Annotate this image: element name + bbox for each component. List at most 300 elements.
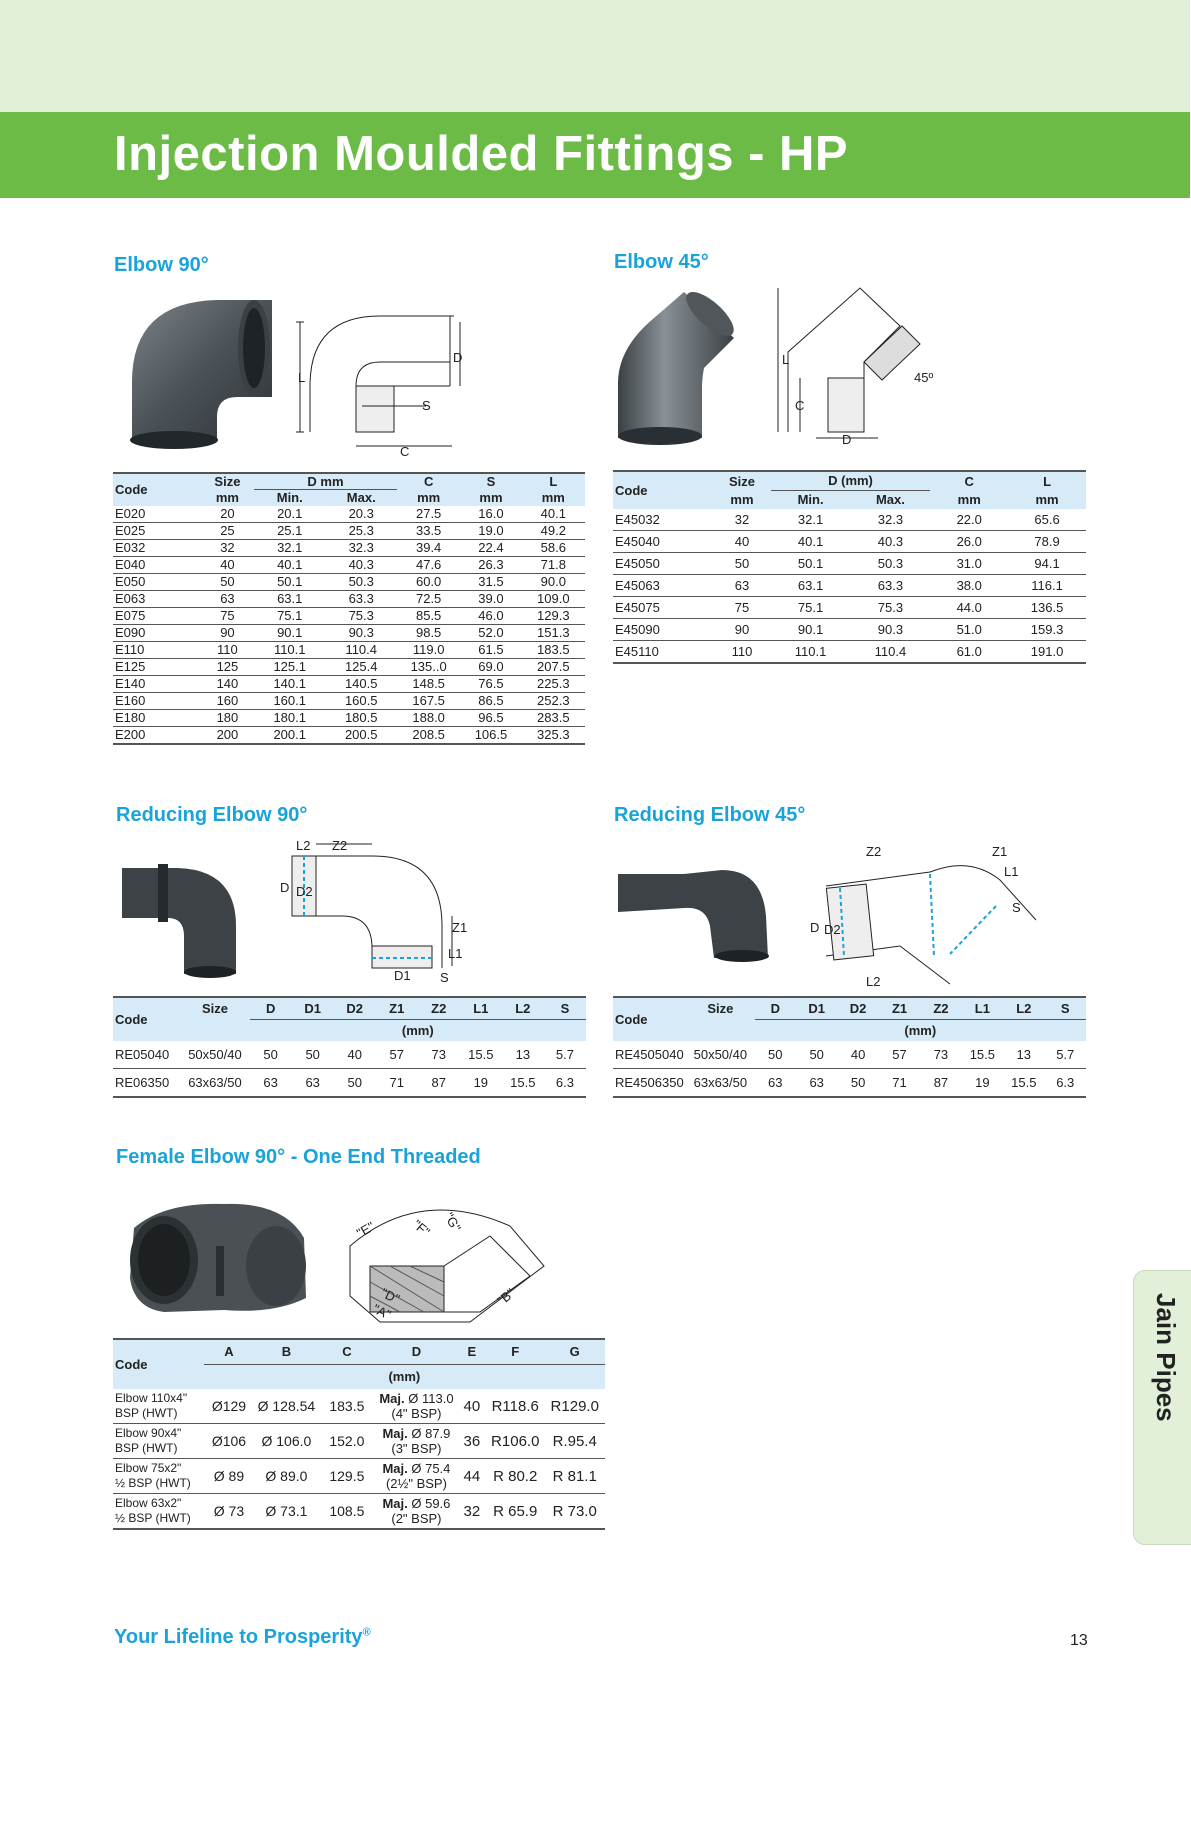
code-cell: E45090 <box>613 619 713 641</box>
c-cell: 183.5 <box>319 1389 375 1424</box>
col-a: A <box>204 1339 254 1364</box>
b-cell: Ø 73.1 <box>254 1494 319 1530</box>
elbow45-dim-l: L <box>782 352 790 367</box>
table-row <box>113 709 585 726</box>
col-l-unit: mm <box>522 490 585 506</box>
size-cell: 40 <box>201 556 254 573</box>
s-cell: 16.0 <box>460 506 521 523</box>
code-cell: E45032 <box>613 509 713 531</box>
code-cell: E45075 <box>613 597 713 619</box>
table-row <box>113 624 585 641</box>
size-cell: 110 <box>713 641 770 664</box>
l-cell: 109.0 <box>522 590 585 607</box>
c-cell: 208.5 <box>397 726 460 744</box>
elbow90-title: Elbow 90° <box>114 254 209 276</box>
female-dim-f: "F" <box>410 1216 433 1240</box>
red90-dim-s: S <box>440 970 449 985</box>
title-bar <box>0 112 1190 198</box>
col-size-unit: mm <box>713 490 770 509</box>
d2-cell: 40 <box>334 1041 376 1069</box>
table-row <box>613 575 1086 597</box>
red90-dim-l2: L2 <box>296 838 311 853</box>
l1-cell: 19 <box>962 1069 1003 1098</box>
table-row <box>113 1424 605 1459</box>
l-cell: 225.3 <box>522 675 585 692</box>
l-cell: 90.0 <box>522 573 585 590</box>
elbow45-dim-d: D <box>842 432 852 447</box>
red90-dim-l1: L1 <box>448 946 463 961</box>
b-cell: Ø 89.0 <box>254 1459 319 1494</box>
d-min-cell: 20.1 <box>254 506 326 523</box>
d-min-cell: 40.1 <box>771 531 851 553</box>
col-c-unit: mm <box>397 490 460 506</box>
code-cell: E45050 <box>613 553 713 575</box>
c-cell: 27.5 <box>397 506 460 523</box>
col-l1: L1 <box>460 997 502 1019</box>
l-cell: 325.3 <box>522 726 585 744</box>
d-min-cell: 140.1 <box>254 675 326 692</box>
elbow45-table <box>613 470 1086 664</box>
s-cell: 52.0 <box>460 624 521 641</box>
l-cell: 207.5 <box>522 658 585 675</box>
c-cell: 60.0 <box>397 573 460 590</box>
registered-mark: ® <box>362 1626 371 1639</box>
red-elbow90-diagram <box>280 836 468 986</box>
c-cell: 129.5 <box>319 1459 375 1494</box>
col-l-unit: mm <box>1008 490 1086 509</box>
size-cell: 180 <box>201 709 254 726</box>
l-cell: 136.5 <box>1008 597 1086 619</box>
code-line-1: Elbow 90x4" <box>115 1426 182 1440</box>
table-row <box>613 597 1086 619</box>
col-d-group: D mm <box>254 473 397 490</box>
code-line-1: Elbow 110x4" <box>115 1391 188 1405</box>
c-cell: 108.5 <box>319 1494 375 1530</box>
col-d: D <box>375 1339 458 1364</box>
col-max: Max. <box>325 490 397 506</box>
code-cell: RE06350 <box>113 1069 180 1098</box>
d1-cell: 63 <box>796 1069 837 1098</box>
code-cell: E075 <box>113 607 201 624</box>
code-cell: E160 <box>113 692 201 709</box>
z2-cell: 73 <box>920 1041 961 1069</box>
d-cell <box>375 1424 458 1459</box>
table-row <box>613 619 1086 641</box>
b-cell: Ø 128.54 <box>254 1389 319 1424</box>
d-major-value: Ø 113.0 <box>404 1391 454 1406</box>
table-row <box>113 506 585 523</box>
female-dim-a: "A" <box>370 1301 394 1323</box>
l2-cell: 13 <box>1003 1041 1044 1069</box>
d-max-cell: 40.3 <box>325 556 397 573</box>
code-cell: RE4506350 <box>613 1069 686 1098</box>
elbow90-dim-d: D <box>453 350 463 365</box>
d-max-cell: 40.3 <box>851 531 931 553</box>
s-cell: 19.0 <box>460 522 521 539</box>
size-cell: 140 <box>201 675 254 692</box>
col-size: Size <box>713 471 770 490</box>
col-size-blank <box>686 1019 754 1041</box>
red90-dim-z1: Z1 <box>452 920 468 935</box>
s-cell: 39.0 <box>460 590 521 607</box>
page-title: Injection Moulded Fittings - HP <box>114 127 849 181</box>
d-major <box>375 1391 458 1406</box>
red-elbow90-table <box>113 996 586 1098</box>
code-cell <box>113 1459 204 1494</box>
col-d2: D2 <box>837 997 878 1019</box>
female-dim-b: "B" <box>494 1285 518 1309</box>
c-cell: 44.0 <box>930 597 1008 619</box>
red45-dim-s: S <box>1012 900 1021 915</box>
elbow90-table <box>113 472 585 745</box>
d-major <box>375 1426 458 1441</box>
table-row <box>113 641 585 658</box>
red45-dim-z2: Z2 <box>866 844 882 859</box>
col-c: C <box>397 473 460 490</box>
code-cell: E032 <box>113 539 201 556</box>
red45-dim-d: D <box>810 920 820 935</box>
z1-cell: 71 <box>879 1069 920 1098</box>
s-cell: 5.7 <box>1045 1041 1087 1069</box>
z2-cell: 87 <box>418 1069 460 1098</box>
s-cell: 5.7 <box>544 1041 586 1069</box>
d1-cell: 63 <box>292 1069 334 1098</box>
d-max-cell: 125.4 <box>325 658 397 675</box>
g-cell: R129.0 <box>544 1389 605 1424</box>
d-bsp: (2" BSP) <box>391 1511 442 1526</box>
size-cell: 20 <box>201 506 254 523</box>
size-cell: 25 <box>201 522 254 539</box>
l1-cell: 15.5 <box>962 1041 1003 1069</box>
size-cell: 63 <box>713 575 770 597</box>
size-cell: 75 <box>713 597 770 619</box>
col-b: B <box>254 1339 319 1364</box>
c-cell: 26.0 <box>930 531 1008 553</box>
s-cell: 76.5 <box>460 675 521 692</box>
col-g: G <box>544 1339 605 1364</box>
d-min-cell: 75.1 <box>771 597 851 619</box>
d-bsp: (2½" BSP) <box>385 1476 447 1491</box>
l-cell: 183.5 <box>522 641 585 658</box>
d1-cell: 50 <box>796 1041 837 1069</box>
elbow90-diagram <box>296 306 464 458</box>
code-cell: E200 <box>113 726 201 744</box>
size-cell: 50 <box>713 553 770 575</box>
size-cell: 90 <box>201 624 254 641</box>
d-max-cell: 160.5 <box>325 692 397 709</box>
col-z2: Z2 <box>920 997 961 1019</box>
code-cell: E050 <box>113 573 201 590</box>
s-cell: 61.5 <box>460 641 521 658</box>
d-min-cell: 40.1 <box>254 556 326 573</box>
col-size-blank <box>180 1019 249 1041</box>
a-cell: Ø 89 <box>204 1459 254 1494</box>
elbow45-diagram <box>770 282 934 448</box>
s-cell: 6.3 <box>1045 1069 1087 1098</box>
d-min-cell: 25.1 <box>254 522 326 539</box>
col-s: S <box>460 473 521 490</box>
table-row <box>613 531 1086 553</box>
table-row <box>113 1459 605 1494</box>
l1-cell: 19 <box>460 1069 502 1098</box>
table-row <box>613 641 1086 664</box>
d-major-label: Maj. <box>382 1496 408 1511</box>
d-cell <box>375 1389 458 1424</box>
l2-cell: 13 <box>502 1041 544 1069</box>
d-min-cell: 50.1 <box>771 553 851 575</box>
top-band <box>0 0 1190 112</box>
red45-dim-d2: D2 <box>824 922 841 937</box>
code-cell: E45110 <box>613 641 713 664</box>
tagline-text: Your Lifeline to Prosperity <box>114 1626 363 1648</box>
code-cell: E040 <box>113 556 201 573</box>
d2-cell: 50 <box>837 1069 878 1098</box>
l-cell: 283.5 <box>522 709 585 726</box>
s-cell: 26.3 <box>460 556 521 573</box>
elbow45-title: Elbow 45° <box>614 251 709 273</box>
s-cell: 46.0 <box>460 607 521 624</box>
col-d-group: D (mm) <box>771 471 931 490</box>
size-cell: 75 <box>201 607 254 624</box>
red45-dim-z1: Z1 <box>992 844 1008 859</box>
col-unit: (mm) <box>755 1019 1086 1041</box>
c-cell: 72.5 <box>397 590 460 607</box>
col-l2: L2 <box>502 997 544 1019</box>
d-max-cell: 25.3 <box>325 522 397 539</box>
size-cell: 32 <box>201 539 254 556</box>
col-s: S <box>544 997 586 1019</box>
d-min-cell: 110.1 <box>771 641 851 664</box>
s-cell: 69.0 <box>460 658 521 675</box>
c-cell: 148.5 <box>397 675 460 692</box>
table-row <box>113 1494 605 1530</box>
col-size: Size <box>201 473 254 490</box>
a-cell: Ø129 <box>204 1389 254 1424</box>
col-z1: Z1 <box>376 997 418 1019</box>
l2-cell: 15.5 <box>502 1069 544 1098</box>
c-cell: 31.0 <box>930 553 1008 575</box>
elbow45-dim-angle: 45º <box>914 370 934 385</box>
c-cell: 38.0 <box>930 575 1008 597</box>
e-cell: 44 <box>458 1459 486 1494</box>
col-code: Code <box>113 997 180 1041</box>
l-cell: 159.3 <box>1008 619 1086 641</box>
d-max-cell: 75.3 <box>851 597 931 619</box>
code-cell: E025 <box>113 522 201 539</box>
d-major-label: Maj. <box>382 1426 408 1441</box>
l-cell: 65.6 <box>1008 509 1086 531</box>
red-elbow45-table <box>613 996 1086 1098</box>
d-min-cell: 50.1 <box>254 573 326 590</box>
female-dim-g: "G" <box>441 1210 465 1235</box>
col-min: Min. <box>254 490 326 506</box>
side-tab <box>1133 1270 1191 1545</box>
d-min-cell: 160.1 <box>254 692 326 709</box>
table-row <box>113 573 585 590</box>
l-cell: 191.0 <box>1008 641 1086 664</box>
d-cell: 63 <box>755 1069 796 1098</box>
z1-cell: 71 <box>376 1069 418 1098</box>
col-c-unit: mm <box>930 490 1008 509</box>
d-min-cell: 32.1 <box>771 509 851 531</box>
col-s: S <box>1045 997 1087 1019</box>
d-min-cell: 200.1 <box>254 726 326 744</box>
s-cell: 31.5 <box>460 573 521 590</box>
l-cell: 129.3 <box>522 607 585 624</box>
code-cell: E45063 <box>613 575 713 597</box>
d-max-cell: 50.3 <box>851 553 931 575</box>
red-elbow90-title: Reducing Elbow 90° <box>116 804 308 826</box>
female-elbow-photo <box>124 1198 314 1316</box>
l-cell: 78.9 <box>1008 531 1086 553</box>
code-cell: E140 <box>113 675 201 692</box>
red90-dim-d: D <box>280 880 290 895</box>
c-cell: 152.0 <box>319 1424 375 1459</box>
size-cell: 200 <box>201 726 254 744</box>
col-z2: Z2 <box>418 997 460 1019</box>
s-cell: 86.5 <box>460 692 521 709</box>
d-max-cell: 63.3 <box>325 590 397 607</box>
d-max-cell: 63.3 <box>851 575 931 597</box>
size-cell: 90 <box>713 619 770 641</box>
d-min-cell: 32.1 <box>254 539 326 556</box>
size-cell: 110 <box>201 641 254 658</box>
s-cell: 106.5 <box>460 726 521 744</box>
size-cell: 63 <box>201 590 254 607</box>
l-cell: 94.1 <box>1008 553 1086 575</box>
code-line-1: Elbow 63x2" <box>115 1496 182 1510</box>
female-elbow-table <box>113 1338 605 1530</box>
c-cell: 39.4 <box>397 539 460 556</box>
d-max-cell: 200.5 <box>325 726 397 744</box>
code-line-2: BSP (HWT) <box>115 1406 178 1420</box>
code-cell: E063 <box>113 590 201 607</box>
d-cell <box>375 1494 458 1530</box>
col-e: E <box>458 1339 486 1364</box>
table-row <box>113 522 585 539</box>
d1-cell: 50 <box>292 1041 334 1069</box>
z1-cell: 57 <box>879 1041 920 1069</box>
code-line-2: BSP (HWT) <box>115 1441 178 1455</box>
elbow45-dim-c: C <box>795 398 805 413</box>
col-max: Max. <box>851 490 931 509</box>
d-max-cell: 140.5 <box>325 675 397 692</box>
code-cell: E125 <box>113 658 201 675</box>
col-l: L <box>1008 471 1086 490</box>
code-cell: E45040 <box>613 531 713 553</box>
col-unit: (mm) <box>204 1364 605 1389</box>
g-cell: R 81.1 <box>544 1459 605 1494</box>
d2-cell: 50 <box>334 1069 376 1098</box>
page-number: 13 <box>1070 1632 1088 1649</box>
d2-cell: 40 <box>837 1041 878 1069</box>
d-min-cell: 180.1 <box>254 709 326 726</box>
c-cell: 98.5 <box>397 624 460 641</box>
size-cell: 40 <box>713 531 770 553</box>
d-max-cell: 180.5 <box>325 709 397 726</box>
d-max-cell: 32.3 <box>851 509 931 531</box>
size-cell: 125 <box>201 658 254 675</box>
c-cell: 188.0 <box>397 709 460 726</box>
col-size-unit: mm <box>201 490 254 506</box>
d-min-cell: 90.1 <box>254 624 326 641</box>
code-line-2: ½ BSP (HWT) <box>115 1511 191 1525</box>
d-min-cell: 63.1 <box>254 590 326 607</box>
col-d1: D1 <box>292 997 334 1019</box>
d-max-cell: 32.3 <box>325 539 397 556</box>
size-cell: 63x63/50 <box>686 1069 754 1098</box>
d-max-cell: 110.4 <box>851 641 931 664</box>
elbow90-photo <box>122 292 282 452</box>
red-elbow45-diagram <box>800 836 1030 990</box>
d-bsp: (4" BSP) <box>391 1406 442 1421</box>
z1-cell: 57 <box>376 1041 418 1069</box>
e-cell: 40 <box>458 1389 486 1424</box>
table-row <box>613 1041 1086 1069</box>
size-cell: 32 <box>713 509 770 531</box>
d-major-label: Maj. <box>382 1461 408 1476</box>
b-cell: Ø 106.0 <box>254 1424 319 1459</box>
z2-cell: 87 <box>920 1069 961 1098</box>
table-row <box>113 726 585 744</box>
red45-dim-l1: L1 <box>1004 864 1019 879</box>
size-cell: 50x50/40 <box>686 1041 754 1069</box>
d-max-cell: 90.3 <box>851 619 931 641</box>
s-cell: 96.5 <box>460 709 521 726</box>
d-max-cell: 110.4 <box>325 641 397 658</box>
col-s-unit: mm <box>460 490 521 506</box>
red-elbow90-photo <box>118 856 250 976</box>
col-f: F <box>486 1339 544 1364</box>
d-max-cell: 20.3 <box>325 506 397 523</box>
red90-dim-d2: D2 <box>296 884 313 899</box>
col-d: D <box>250 997 292 1019</box>
a-cell: Ø 73 <box>204 1494 254 1530</box>
red-elbow45-title: Reducing Elbow 45° <box>614 804 806 826</box>
d-cell: 50 <box>755 1041 796 1069</box>
d-min-cell: 75.1 <box>254 607 326 624</box>
c-cell: 85.5 <box>397 607 460 624</box>
table-row <box>113 1389 605 1424</box>
d-min-cell: 90.1 <box>771 619 851 641</box>
d-cell: 63 <box>250 1069 292 1098</box>
table-row <box>113 658 585 675</box>
code-cell: E180 <box>113 709 201 726</box>
female-elbow-diagram <box>340 1196 550 1326</box>
table-row <box>113 556 585 573</box>
table-row <box>613 1069 1086 1098</box>
col-size: Size <box>180 997 249 1019</box>
c-cell: 135..0 <box>397 658 460 675</box>
l-cell: 71.8 <box>522 556 585 573</box>
col-code: Code <box>613 997 686 1041</box>
l1-cell: 15.5 <box>460 1041 502 1069</box>
code-cell: E110 <box>113 641 201 658</box>
l-cell: 58.6 <box>522 539 585 556</box>
col-l: L <box>522 473 585 490</box>
code-cell <box>113 1424 204 1459</box>
d-major <box>375 1461 458 1476</box>
c-cell: 51.0 <box>930 619 1008 641</box>
red90-dim-d1: D1 <box>394 968 411 983</box>
table-row <box>113 590 585 607</box>
d-cell: 50 <box>250 1041 292 1069</box>
c-cell: 61.0 <box>930 641 1008 664</box>
code-cell: E020 <box>113 506 201 523</box>
table-row <box>113 675 585 692</box>
d-major-value: Ø 59.6 <box>407 1496 451 1511</box>
col-l2: L2 <box>1003 997 1044 1019</box>
